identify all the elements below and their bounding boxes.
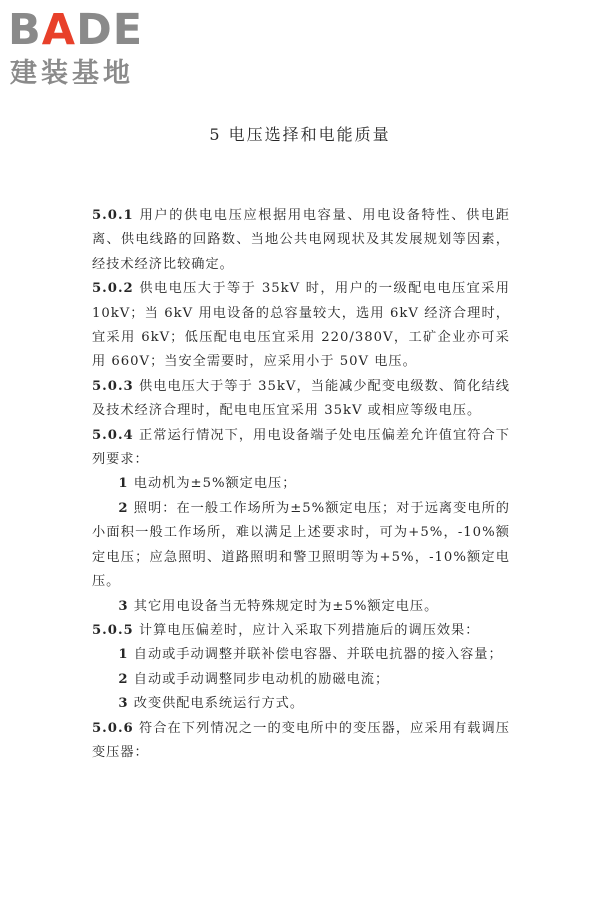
clause-5-0-5-item-3: 3 改变供配电系统运行方式。	[118, 696, 305, 712]
clause-5-0-4: 5.0.4 正常运行情况下，用电设备端子处电压偏差允许值宜符合下列要求：	[92, 427, 510, 468]
bade-logo	[8, 6, 183, 94]
chapter-title: 5 电压选择和电能质量	[209, 125, 391, 144]
clause-5-0-2: 5.0.2 供电电压大于等于 35kV 时，用户的一级配电电压宜采用 10kV；当 6kV 用电设备的总容量较大，选用 6kV 经济合理时，宜采用 6kV；低压配电电压宜采用 220/380V，工矿企业亦可采用 660V；当安全需要时，应采用小于 50V 电压。	[92, 281, 510, 370]
clause-5-0-6: 5.0.6 符合在下列情况之一的变电所中的变压器，应采用有载调压变压器：	[92, 720, 510, 760]
clause-5-0-1: 5.0.1 用户的供电电压应根据用电容量、用电设备特性、供电距离、供电线路的回路数、当地公共电网现状及其发展规划等因素，经技术经济比较确定。	[92, 208, 510, 272]
clause-body	[92, 204, 510, 765]
clause-5-0-5-item-1: 1 自动或手动调整并联补偿电容器、并联电抗器的接入容量；	[118, 647, 503, 663]
clause-5-0-5-item-2: 2 自动或手动调整同步电动机的励磁电流；	[118, 671, 390, 687]
logo-chinese: 建装基地	[10, 58, 134, 89]
clause-5-0-4-item-3: 3 其它用电设备当无特殊规定时为±5%额定电压。	[118, 598, 439, 614]
clause-5-0-5: 5.0.5 计算电压偏差时，应计入采取下列措施后的调压效果：	[92, 622, 480, 638]
clause-5-0-4-item-1: 1 电动机为±5%额定电压；	[118, 476, 297, 492]
clause-5-0-3: 5.0.3 供电电压大于等于 35kV，当能减少配变电级数、简化结线及技术经济合理时，配电电压宜采用 35kV 或相应等级电压。	[92, 378, 510, 419]
logo-wordmark: BADE	[8, 5, 144, 55]
clause-5-0-4-item-2: 2 照明：在一般工作场所为±5%额定电压；对于远离变电所的小面积一般工作场所，难以满足上述要求时，可为+5%，-10%额定电压；应急照明、道路照明和警卫照明等为+5%，-10%额定电压。	[92, 500, 510, 590]
